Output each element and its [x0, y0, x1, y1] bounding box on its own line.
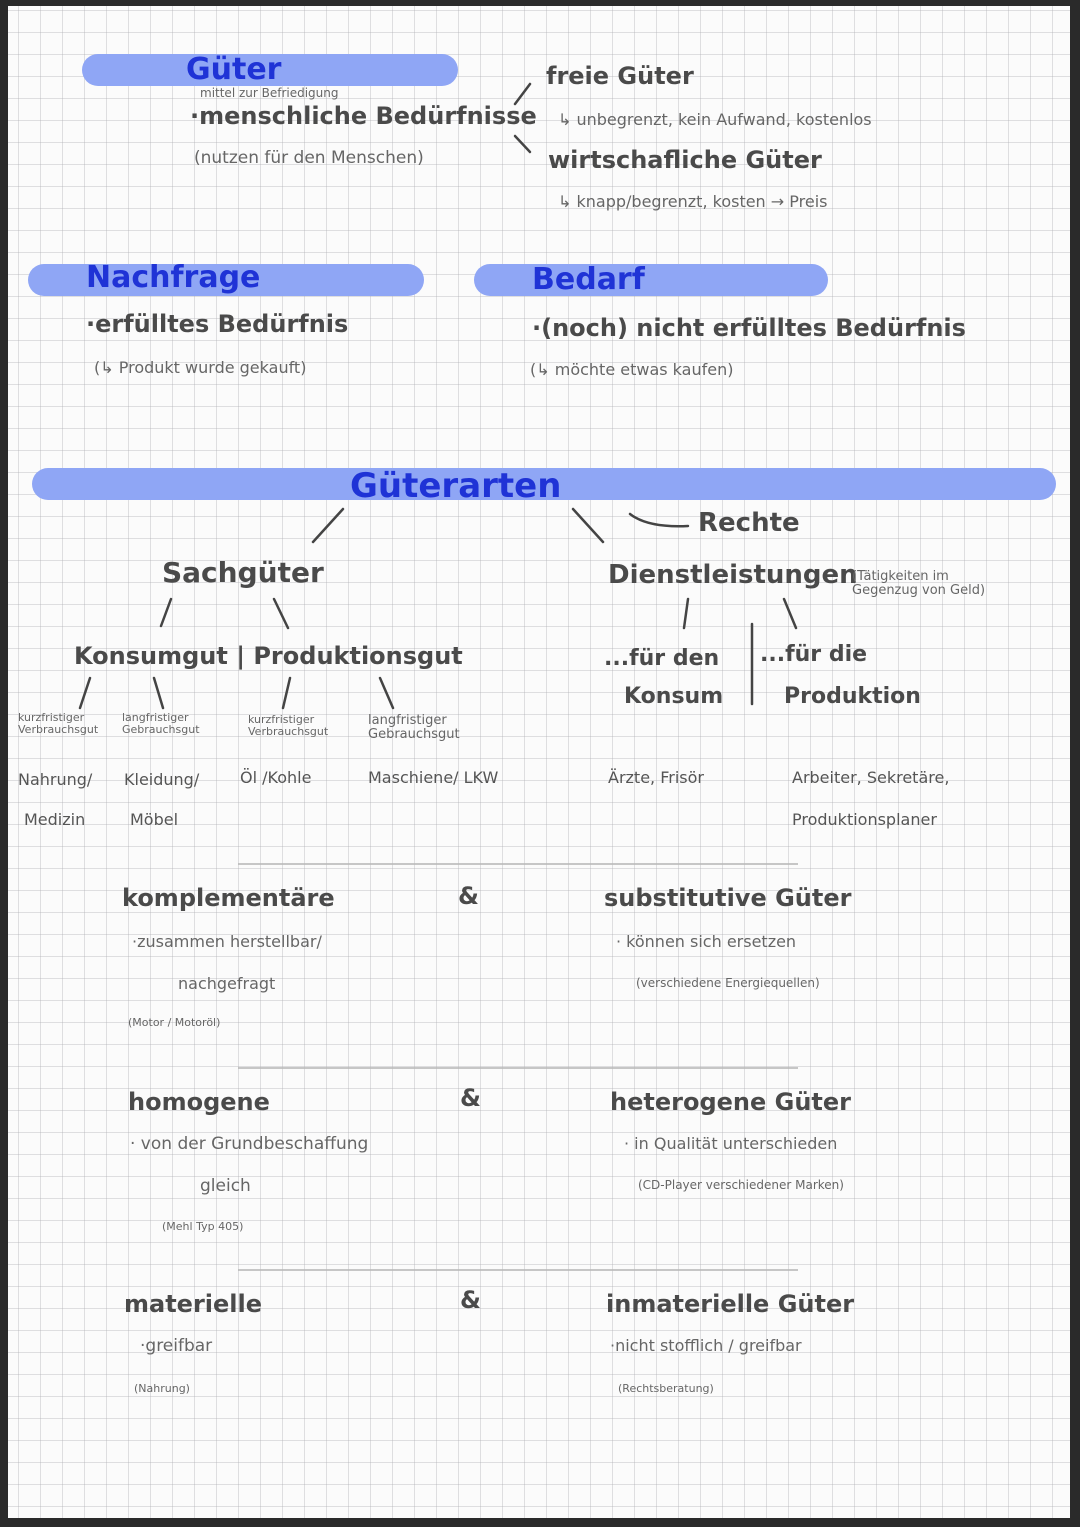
highlight-bar-bedarf [474, 264, 828, 296]
fuer-die-produktion-l2: Produktion [784, 684, 921, 709]
heading-bedarf: Bedarf [532, 262, 645, 297]
heterogene-title: heterogene Güter [610, 1088, 851, 1116]
line-konsum-lang [154, 678, 163, 708]
wirtschaftliche-gueter-desc: ↳ knapp/begrenzt, kosten → Preis [558, 192, 828, 211]
example-aerzte-frisoer: Ärzte, Frisör [608, 768, 704, 787]
materielle-example: (Nahrung) [134, 1382, 190, 1395]
dienstleistungen-note: (Tätigkeiten im Gegenzug von Geld) [852, 569, 986, 598]
komplementaere-desc-1: ·zusammen herstellbar/ [132, 932, 322, 951]
dienstleistungen-label: Dienstleistungen [608, 560, 858, 590]
freie-gueter-desc: ↳ unbegrenzt, kein Aufwand, kostenlos [558, 110, 872, 129]
wirtschaftliche-gueter-title: wirtschafliche Güter [548, 146, 822, 174]
heading-nachfrage: Nachfrage [86, 260, 261, 295]
materielle-title: materielle [124, 1290, 263, 1318]
example-kleidung: Kleidung/ [124, 770, 200, 789]
line-gueterarten-rechte [630, 514, 688, 526]
rechte-label: Rechte [698, 508, 800, 538]
bedarf-example: (↳ möchte etwas kaufen) [530, 360, 734, 379]
komplementaere-example: (Motor / Motoröl) [128, 1016, 221, 1029]
example-produktionsplaner: Produktionsplaner [792, 810, 937, 829]
konsumgut-label: Konsumgut | Produktionsgut [74, 642, 463, 670]
homogene-desc-2: gleich [200, 1176, 251, 1196]
homogene-desc-1: · von der Grundbeschaffung [130, 1134, 369, 1154]
line-dienst-produktion [784, 599, 796, 628]
substitutive-example: (verschiedene Energiequellen) [636, 976, 820, 990]
fuer-den-konsum-l2: Konsum [624, 684, 724, 709]
heading-gueterarten: Güterarten [350, 466, 562, 506]
line-gueter-wirtschaftliche [515, 136, 530, 152]
fuer-die-produktion-l1: ...für die [760, 642, 868, 667]
line-gueter-freie [515, 84, 530, 104]
nachfrage-definition: ·erfülltes Bedürfnis [86, 310, 349, 338]
sachgueter-label: Sachgüter [162, 556, 324, 589]
example-arbeiter: Arbeiter, Sekretäre, [792, 768, 950, 787]
gueter-explanation: (nutzen für den Menschen) [194, 148, 424, 168]
example-moebel: Möbel [130, 810, 179, 829]
ampersand-1: & [458, 882, 479, 910]
bedarf-definition: ·(noch) nicht erfülltes Bedürfnis [532, 314, 966, 342]
inmaterielle-title: inmaterielle Güter [606, 1290, 855, 1318]
line-dienst-konsum [684, 599, 688, 628]
line-sach-konsum [161, 599, 171, 626]
homogene-title: homogene [128, 1088, 270, 1116]
line-konsum-kurz [80, 678, 90, 708]
langfristiger-gebrauchsgut-2: langfristiger Gebrauchsgut [368, 713, 460, 742]
kurzfristiger-verbrauchsgut-1: kurzfristiger Verbrauchsgut [18, 711, 99, 736]
nachfrage-example: (↳ Produkt wurde gekauft) [94, 358, 307, 377]
gueter-definition: ·menschliche Bedürfnisse [190, 102, 537, 130]
line-gueterarten-dienstleistungen [573, 509, 603, 542]
example-oel-kohle: Öl /Kohle [240, 768, 312, 787]
example-maschiene-lkw: Maschiene/ LKW [368, 768, 499, 787]
heading-gueter: Güter [186, 52, 282, 87]
ampersand-3: & [460, 1286, 481, 1314]
line-sach-produktion [274, 599, 288, 628]
inmaterielle-desc: ·nicht stofflich / greifbar [610, 1336, 802, 1355]
gueter-note: mittel zur Befriedigung [200, 86, 339, 100]
inmaterielle-example: (Rechtsberatung) [618, 1382, 714, 1395]
ampersand-2: & [460, 1084, 481, 1112]
notebook-page [8, 6, 1070, 1518]
fuer-den-konsum-l1: ...für den [604, 646, 720, 671]
komplementaere-title: komplementäre [122, 884, 335, 912]
materielle-desc: ·greifbar [140, 1336, 213, 1356]
freie-gueter-title: freie Güter [546, 62, 694, 90]
line-produktion-lang [380, 678, 393, 708]
homogene-example: (Mehl Typ 405) [162, 1220, 244, 1233]
substitutive-title: substitutive Güter [604, 884, 852, 912]
kurzfristiger-verbrauchsgut-2: kurzfristiger Verbrauchsgut [248, 713, 329, 738]
example-nahrung: Nahrung/ [18, 770, 93, 789]
substitutive-desc: · können sich ersetzen [616, 932, 797, 951]
komplementaere-desc-2: nachgefragt [178, 974, 276, 993]
langfristiger-gebrauchsgut-1: langfristiger Gebrauchsgut [122, 711, 200, 736]
heterogene-desc: · in Qualität unterschieden [624, 1134, 838, 1153]
example-medizin: Medizin [24, 810, 86, 829]
line-gueterarten-sachgueter [313, 509, 343, 542]
line-produktion-kurz [283, 678, 290, 708]
heterogene-example: (CD-Player verschiedener Marken) [638, 1178, 844, 1192]
